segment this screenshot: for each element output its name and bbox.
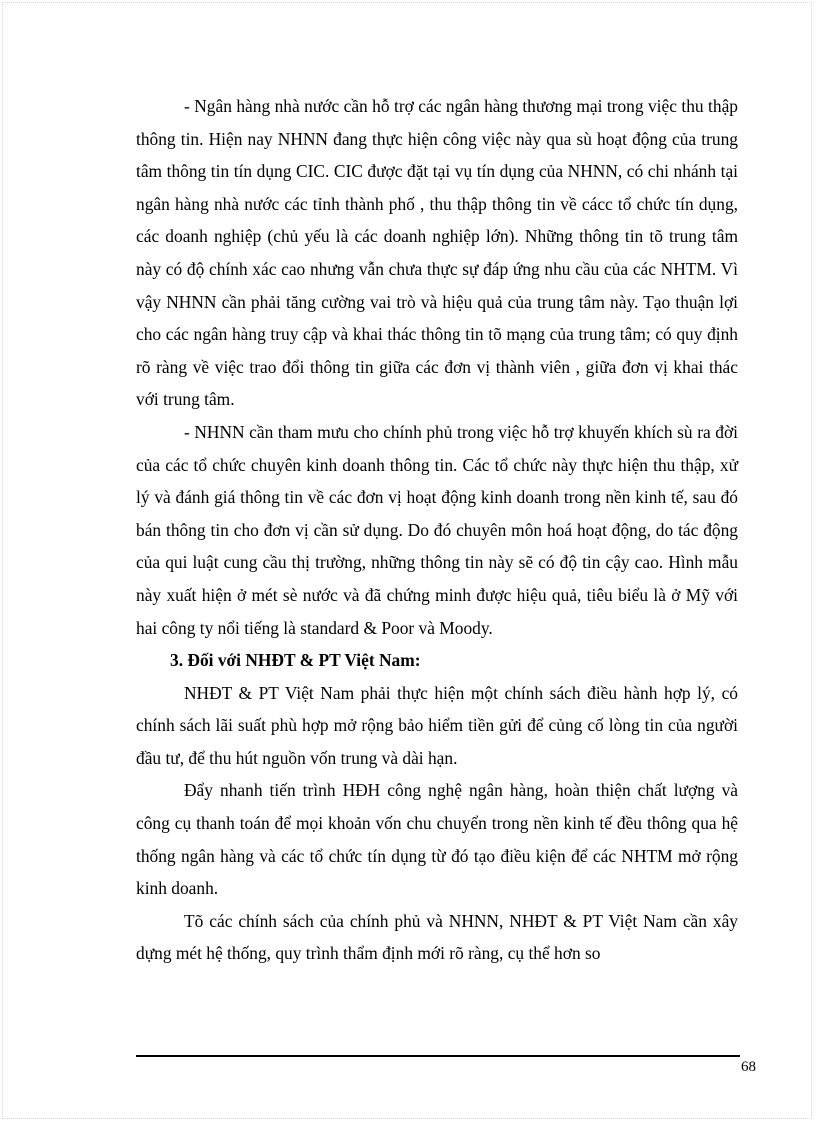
document-body bbox=[136, 90, 738, 970]
paragraph-appraisal: Tõ các chính sách của chính phủ và NHNN, NHĐT & PT Việt Nam cần xây dựng mét hệ thống, quy trình thẩm định mới rõ ràng, cụ thể hơn so bbox=[136, 910, 738, 964]
paragraph-modernization: Đẩy nhanh tiến trình HĐH công nghệ ngân hàng, hoàn thiện chất lượng và công cụ thanh toán để mọi khoản vốn chu chuyển trong nền kinh tế đều thông qua hệ thống ngân hàng và các tổ chức tín dụng từ đó tạo điều kiện để các NHTM mở rộng kinh doanh. bbox=[136, 780, 738, 899]
footer-divider bbox=[136, 1055, 740, 1057]
section-heading: 3. Đối với NHĐT & PT Việt Nam: bbox=[170, 650, 421, 671]
page-number: 68 bbox=[741, 1059, 756, 1075]
paragraph-nhnn-advise: - NHNN cần tham mưu cho chính phủ trong việc hỗ trợ khuyến khích sù ra đời của các tổ chức chuyên kinh doanh thông tin. Các tổ chức này thực hiện thu thập, xử lý và đánh giá thông tin về các đơn vị hoạt động kinh doanh trong nền kinh tế, sau đó bán thông tin cho đơn vị cần sử dụng. Do đó chuyên môn hoá hoạt động, do tác động của qui luật cung cầu thị trường, những thông tin này sẽ có độ tin cậy cao. Hình mẫu này xuất hiện ở mét sè nước và đã chứng minh được hiệu quả, tiêu biểu là ở Mỹ với hai công ty nổi tiếng là standard & Poor và Moody. bbox=[136, 421, 738, 638]
paragraph-nhnn-support: - Ngân hàng nhà nước cần hỗ trợ các ngân hàng thương mại trong việc thu thập thông tin. Hiện nay NHNN đang thực hiện công việc này qua sù hoạt động của trung tâm thông tin tín dụng CIC. CIC được đặt tại vụ tín dụng của NHNN, có chi nhánh tại ngân hàng nhà nước các tỉnh thành phố , thu thập thông tin về cácc tổ chức tín dụng, các doanh nghiệp (chủ yếu là các doanh nghiệp lớn). Những thông tin tõ trung tâm này có độ chính xác cao nhưng vẫn chưa thực sự đáp ứng nhu cầu của các NHTM. Vì vậy NHNN cần phải tăng cường vai trò và hiệu quả của trung tâm này. Tạo thuận lợi cho các ngân hàng truy cập và khai thác thông tin tõ mạng của trung tâm; có quy định rõ ràng về việc trao đổi thông tin giữa các đơn vị thành viên , giữa đơn vị khai thác với trung tâm. bbox=[136, 96, 738, 410]
paragraph-policy: NHĐT & PT Việt Nam phải thực hiện một chính sách điều hành hợp lý, có chính sách lãi suất phù hợp mở rộng bảo hiểm tiền gửi để củng cố lòng tin của người đầu tư, để thu hút nguồn vốn trung và dài hạn. bbox=[136, 682, 738, 768]
